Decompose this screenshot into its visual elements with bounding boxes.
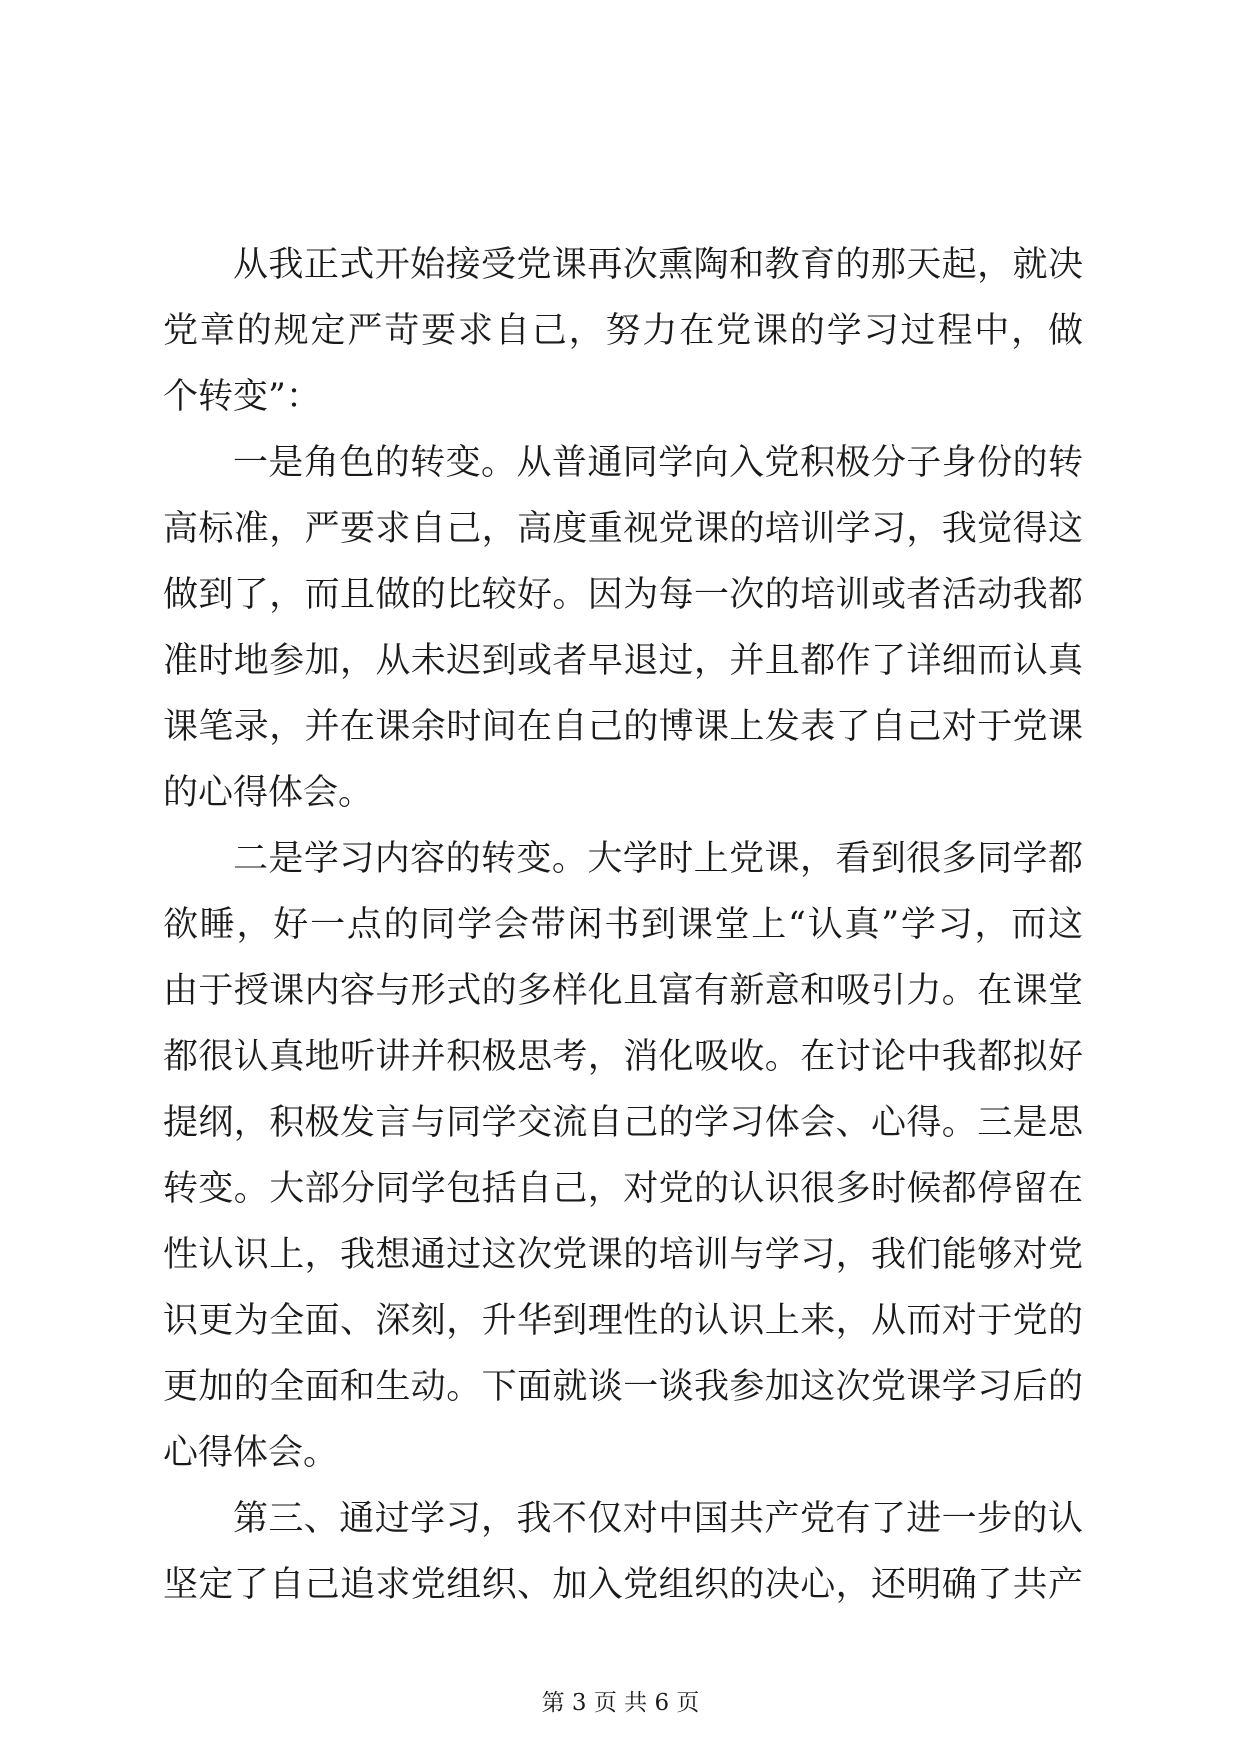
text-line: 欲睡，好一点的同学会带闲书到课堂上“认真”学习，而这 [163, 905, 1083, 945]
page-footer: 第 3 页 共 6 页 [541, 1690, 700, 1716]
text-line: 转变。大部分同学包括自己，对党的认识很多时候都停留在 [163, 1169, 1083, 1209]
text-line: 个转变”： [163, 377, 321, 417]
text-line: 坚定了自己追求党组织、加入党组织的决心，还明确了共产 [163, 1565, 1083, 1605]
text-line: 二是学习内容的转变。大学时上党课，看到很多同学都 [233, 839, 1083, 879]
text-line: 识更为全面、深刻，升华到理性的认识上来，从而对于党的 [163, 1301, 1083, 1341]
text-line: 性认识上，我想通过这次党课的培训与学习，我们能够对党 [163, 1235, 1083, 1275]
text-line: 从我正式开始接受党课再次熏陶和教育的那天起，就决 [233, 245, 1083, 285]
text-line: 心得体会。 [163, 1433, 339, 1473]
text-line: 都很认真地听讲并积极思考，消化吸收。在讨论中我都拟好 [163, 1037, 1083, 1077]
text-line: 高标准，严要求自己，高度重视党课的培训学习，我觉得这 [163, 509, 1083, 549]
text-line: 由于授课内容与形式的多样化且富有新意和吸引力。在课堂 [163, 971, 1083, 1011]
text-line: 党章的规定严苛要求自己，努力在党课的学习过程中，做 [163, 311, 1083, 351]
text-line: 更加的全面和生动。下面就谈一谈我参加这次党课学习后的 [163, 1367, 1083, 1407]
text-line: 准时地参加，从未迟到或者早退过，并且都作了详细而认真 [163, 641, 1083, 681]
text-line: 做到了，而且做的比较好。因为每一次的培训或者活动我都 [163, 575, 1083, 615]
document-body [163, 232, 1083, 1618]
text-line: 提纲，积极发言与同学交流自己的学习体会、心得。三是思 [163, 1103, 1083, 1143]
text-line: 课笔录，并在课余时间在自己的博课上发表了自己对于党课 [163, 707, 1083, 747]
text-line: 第三、通过学习，我不仅对中国共产党有了进一步的认 [233, 1499, 1083, 1539]
text-line: 的心得体会。 [163, 773, 374, 813]
text-line: 一是角色的转变。从普通同学向入党积极分子身份的转 [233, 443, 1083, 483]
